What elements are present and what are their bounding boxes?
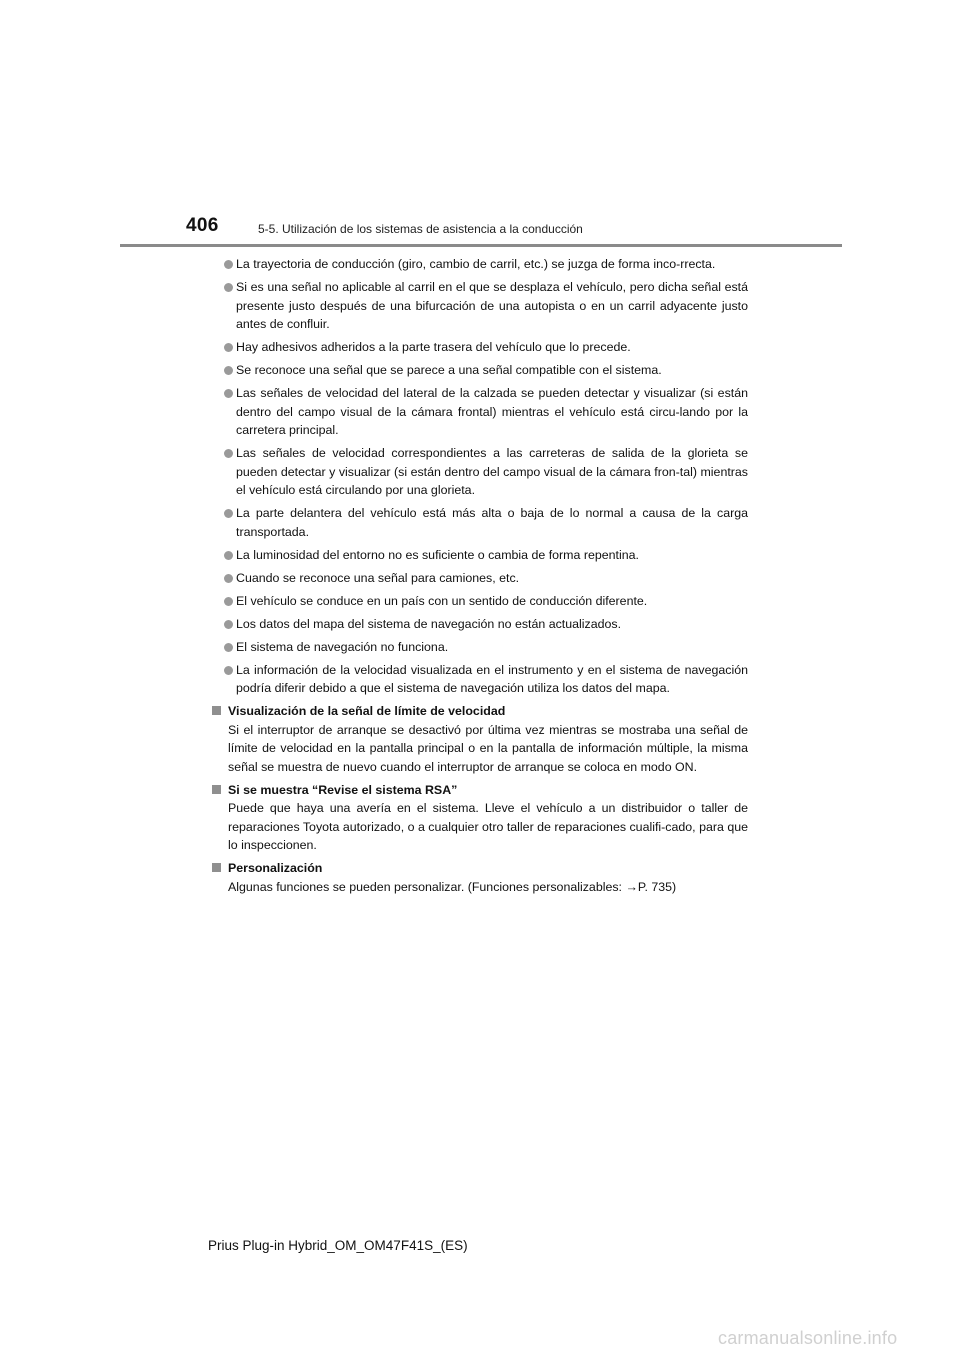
header-divider: [120, 244, 842, 247]
bullet-text: La parte delantera del vehículo está más alta o baja de lo normal a causa de la carga transportada.: [236, 506, 748, 539]
bullet-item: [208, 384, 748, 440]
bullet-item: [208, 338, 748, 357]
bullet-item: [208, 592, 748, 611]
bullet-item: [208, 444, 748, 500]
square-bullet-icon: [212, 863, 221, 872]
bullet-icon: [224, 551, 233, 560]
footer-document-id: Prius Plug-in Hybrid_OM_OM47F41S_(ES): [208, 1238, 468, 1253]
bullet-text: El sistema de navegación no funciona.: [236, 639, 449, 654]
bullet-item: [208, 278, 748, 334]
bullet-text: La información de la velocidad visualizada en el instrumento y en el sistema de navegación podría diferir debido a que el sistema de navegación utiliza los datos del mapa.: [236, 662, 748, 695]
bullet-icon: [224, 449, 233, 458]
bullet-icon: [224, 509, 233, 518]
bullet-text: Se reconoce una señal que se parece a una señal compatible con el sistema.: [236, 363, 662, 377]
square-bullet-icon: [212, 706, 221, 715]
bullet-text: El vehículo se conduce en un país con un sentido de conducción diferente.: [236, 593, 648, 608]
page-number: 406: [186, 215, 219, 236]
bullet-item: [208, 661, 748, 698]
bullet-text: Las señales de velocidad correspondientes a las carreteras de salida de la glorieta se pueden detectar y visualizar (si están dentro del campo visual de la cámara fron-tal) mientras el vehículo está circulando por una glorieta.: [236, 446, 748, 497]
bullet-item: [208, 504, 748, 541]
subsection-speed-limit-display: [208, 702, 748, 776]
bullet-text: Cuando se reconoce una señal para camiones, etc.: [236, 570, 520, 585]
bullet-item: [208, 569, 748, 588]
bullet-icon: [224, 366, 233, 375]
subsection-heading: Personalización: [228, 861, 323, 875]
bullet-icon: [224, 666, 233, 675]
bullet-text: Las señales de velocidad del lateral de la calzada se pueden detectar y visualizar (si están dentro del campo visual de la cámara frontal) mientras el vehículo está circu-lando por la carretera principal.: [236, 386, 748, 437]
subsection-personalization: [208, 859, 748, 896]
page-content: [208, 252, 748, 901]
subsection-body: Si el interruptor de arranque se desactivó por última vez mientras se mostraba una señal de límite de velocidad en la pantalla principal o en la pantalla de información múltiple, la misma señal se muestra de nuevo cuando el interruptor de arranque se coloca en modo ON.: [228, 722, 748, 774]
bullet-text: Si es una señal no aplicable al carril en el que se desplaza el vehículo, pero dicha señal está presente justo después de una bifurcación de una autopista o en un carril adyacente justo antes de confluir.: [236, 280, 748, 331]
bullet-icon: [224, 574, 233, 583]
bullet-icon: [224, 643, 233, 652]
bullet-icon: [224, 343, 233, 352]
bullet-icon: [224, 597, 233, 606]
watermark: carmanualsonline.info: [718, 1328, 898, 1348]
bullet-item: [208, 361, 748, 380]
subsection-body: Puede que haya una avería en el sistema. Lleve el vehículo a un distribuidor o taller de reparaciones Toyota autorizado, o a cualquier otro taller de reparaciones cualifi-cado, para que lo inspeccionen.: [228, 801, 748, 852]
bullet-text: La trayectoria de conducción (giro, cambio de carril, etc.) se juzga de forma inco-rrecta.: [236, 257, 716, 271]
bullet-item: [208, 638, 748, 657]
bullet-item: [208, 255, 748, 274]
section-title: 5-5. Utilización de los sistemas de asistencia a la conducción: [258, 222, 583, 236]
bullet-item: [208, 615, 748, 634]
bullet-icon: [224, 620, 233, 629]
subsection-body: Algunas funciones se pueden personalizar. (Funciones personalizables: →P. 735): [228, 879, 677, 894]
subsection-heading: Si se muestra “Revise el sistema RSA”: [228, 782, 458, 797]
square-bullet-icon: [212, 785, 221, 794]
bullet-icon: [224, 283, 233, 292]
bullet-text: Los datos del mapa del sistema de navegación no están actualizados.: [236, 616, 622, 631]
bullet-icon: [224, 389, 233, 398]
bullet-text: La luminosidad del entorno no es suficiente o cambia de forma repentina.: [236, 547, 639, 562]
subsection-heading: Visualización de la señal de límite de velocidad: [228, 704, 506, 718]
bullet-icon: [224, 260, 233, 269]
subsection-rsa-check: [208, 781, 748, 855]
bullet-item: [208, 546, 748, 565]
bullet-text: Hay adhesivos adheridos a la parte trasera del vehículo que lo precede.: [236, 340, 631, 354]
